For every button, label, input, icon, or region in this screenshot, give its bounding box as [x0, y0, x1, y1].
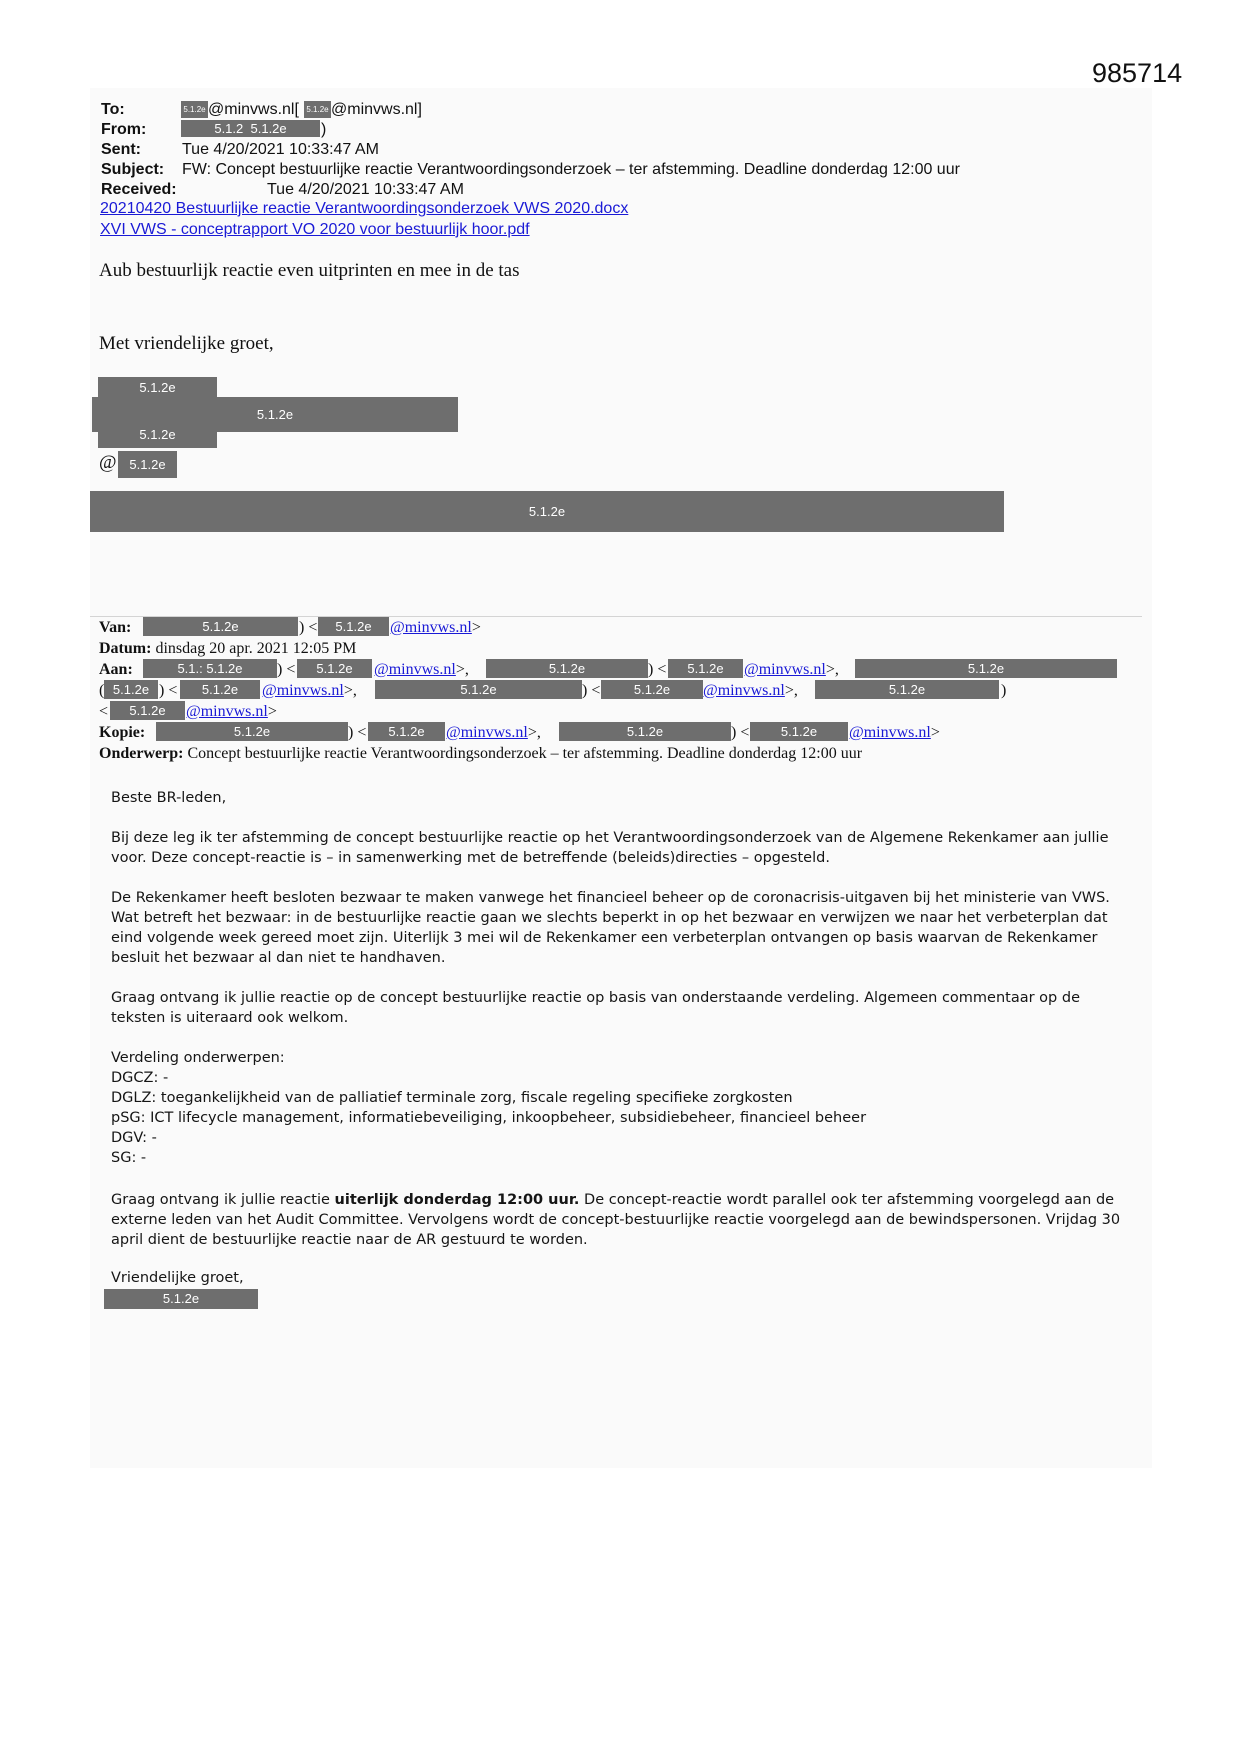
van-label: Van:: [99, 619, 132, 636]
verdeling-title: Verdeling onderwerpen:: [111, 1050, 285, 1066]
separator: <: [99, 703, 109, 720]
sent-label: Sent:: [101, 141, 141, 158]
redaction-box: 5.1.2e: [143, 617, 298, 636]
separator: ) <: [348, 724, 367, 741]
aan-label: Aan:: [99, 661, 133, 678]
list-item: DGCZ: -: [111, 1070, 169, 1086]
list-item: DGV: -: [111, 1130, 157, 1146]
to-domain: @minvws.nl[: [208, 101, 299, 118]
to-domain: @minvws.nl]: [331, 101, 422, 118]
redaction-box: 5.1.2e: [92, 397, 458, 432]
datum-row: Datum: dinsdag 20 apr. 2021 12:05 PM: [99, 640, 357, 657]
redaction-box: 5.1.2e: [855, 659, 1117, 678]
redaction-box: 5.1.2e: [815, 680, 999, 699]
email-domain: @minvws.nl>,: [703, 682, 798, 699]
redaction-box: 5.1.2e: [368, 722, 445, 741]
message-line: Aub bestuurlijk reactie even uitprinten en mee in de tas: [99, 260, 520, 281]
redaction-box: 5.1.2e: [156, 722, 348, 741]
from-close: ): [321, 121, 327, 138]
subject-label: Subject:: [101, 161, 165, 178]
redaction-box: 5.1.2e: [104, 680, 158, 699]
document-number: 985714: [1092, 58, 1183, 88]
received-label: Received:: [101, 181, 177, 198]
email-domain: @minvws.nl>: [849, 724, 940, 741]
paren: ): [1001, 682, 1007, 699]
closing: Vriendelijke groet,: [111, 1270, 244, 1286]
body-paragraph: Graag ontvang ik jullie reactie op de concept bestuurlijke reactie op basis van onderstaande verdeling. Algemeen commentaar op de teksten is uiteraard ook welkom.: [111, 990, 1080, 1026]
from-label: From:: [101, 121, 147, 138]
attachment-link[interactable]: XVI VWS - conceptrapport VO 2020 voor bestuurlijk hoor.pdf: [100, 221, 530, 238]
redaction-box: 5.1.2e: [297, 659, 372, 678]
redaction-box: 5.1.2e: [750, 722, 848, 741]
email-domain: @minvws.nl>,: [446, 724, 541, 741]
verdeling-list: [111, 1048, 1131, 1168]
email-domain: @minvws.nl>: [186, 703, 277, 720]
list-item: DGLZ: toegankelijkheid van de palliatief terminale zorg, fiscale regeling specifieke zorgkosten: [111, 1090, 793, 1106]
body-paragraph: Graag ontvang ik jullie reactie uiterlijk donderdag 12:00 uur. De concept-reactie wordt parallel ook ter afstemming voorgelegd aan de externe leden van het Audit Committee. Vervolgens wordt de concept-bestuurlijke reactie voorgelegd aan de bewindspersonen. Vrijdag 30 april dient de bestuurlijke reactie naar de AR gestuurd te worden.: [111, 1192, 1121, 1248]
redaction-box: 5.1.2e: [104, 1289, 258, 1309]
redaction-box: 5.1.2e: [98, 422, 217, 448]
redaction-box: 5.1.2 5.1.2e: [181, 120, 320, 137]
to-label: To:: [101, 101, 125, 118]
redaction-box: 5.1.2e: [668, 659, 743, 678]
list-item: pSG: ICT lifecycle management, informatiebeveiliging, inkoopbeheer, subsidiebeheer, financieel beheer: [111, 1110, 867, 1126]
sent-value: Tue 4/20/2021 10:33:47 AM: [182, 141, 379, 158]
redaction-box: 5.1.2e: [110, 701, 185, 720]
signature-at: @: [99, 452, 117, 473]
redaction-box: 5.1.2e: [375, 680, 582, 699]
separator: ) <: [731, 724, 750, 741]
body-paragraph: Bij deze leg ik ter afstemming de concept bestuurlijke reactie op het Verantwoordingsonderzoek van de Algemene Rekenkamer aan jullie voor. Deze concept-reactie is – in samenwerking met de betreffende (beleids)directies – opgesteld.: [111, 830, 1109, 866]
attachment-link[interactable]: 20210420 Bestuurlijke reactie Verantwoordingsonderzoek VWS 2020.docx: [100, 200, 629, 217]
redaction-box: 5.1.2e: [181, 101, 208, 118]
redaction-box: 5.1.2e: [180, 680, 260, 699]
separator: ) <: [159, 682, 178, 699]
email-domain: @minvws.nl>,: [744, 661, 839, 678]
separator: ) <: [582, 682, 601, 699]
email-domain: @minvws.nl>,: [262, 682, 357, 699]
redaction-box: 5.1.2e: [90, 491, 1004, 532]
subject-value: FW: Concept bestuurlijke reactie Verantwoordingsonderzoek – ter afstemming. Deadline donderdag 12:00 uur: [182, 161, 960, 178]
paren: (: [99, 682, 105, 699]
document-page: [90, 88, 1152, 1468]
list-item: SG: -: [111, 1150, 147, 1166]
kopie-label: Kopie:: [99, 724, 146, 741]
separator: ) <: [277, 661, 296, 678]
email-domain: @minvws.nl>: [390, 619, 481, 636]
redaction-box: 5.1.: 5.1.2e: [143, 659, 277, 678]
email-domain: @minvws.nl>,: [374, 661, 469, 678]
redaction-box: 5.1.2e: [601, 680, 703, 699]
separator: ) <: [648, 661, 667, 678]
redaction-box: 5.1.2e: [304, 101, 331, 118]
redaction-box: 5.1.2e: [486, 659, 648, 678]
redaction-box: 5.1.2e: [98, 377, 217, 399]
body-paragraph: De Rekenkamer heeft besloten bezwaar te maken vanwege het financieel beheer op de coronacrisis-uitgaven bij het ministerie van VWS. Wat betreft het bezwaar: in de bestuurlijke reactie gaan we slechts beperkt in op het bezwaar en verwijzen we naar het verbeterplan dat eind volgende week gereed moet zijn. Uiterlijk 3 mei wil de Rekenkamer een verbeterplan ontvangen op basis waarvan de Rekenkamer besluit het bezwaar al dan niet te handhaven.: [111, 890, 1110, 966]
redaction-box: 5.1.2e: [118, 451, 177, 478]
separator: ) <: [299, 619, 318, 636]
message-greeting: Met vriendelijke groet,: [99, 333, 274, 354]
redaction-box: 5.1.2e: [318, 617, 389, 636]
redaction-box: 5.1.2e: [559, 722, 731, 741]
received-value: Tue 4/20/2021 10:33:47 AM: [267, 181, 464, 198]
salutation: Beste BR-leden,: [111, 790, 227, 806]
onderwerp-row: Onderwerp: Concept bestuurlijke reactie Verantwoordingsonderzoek – ter afstemming. Deadline donderdag 12:00 uur: [99, 745, 863, 762]
